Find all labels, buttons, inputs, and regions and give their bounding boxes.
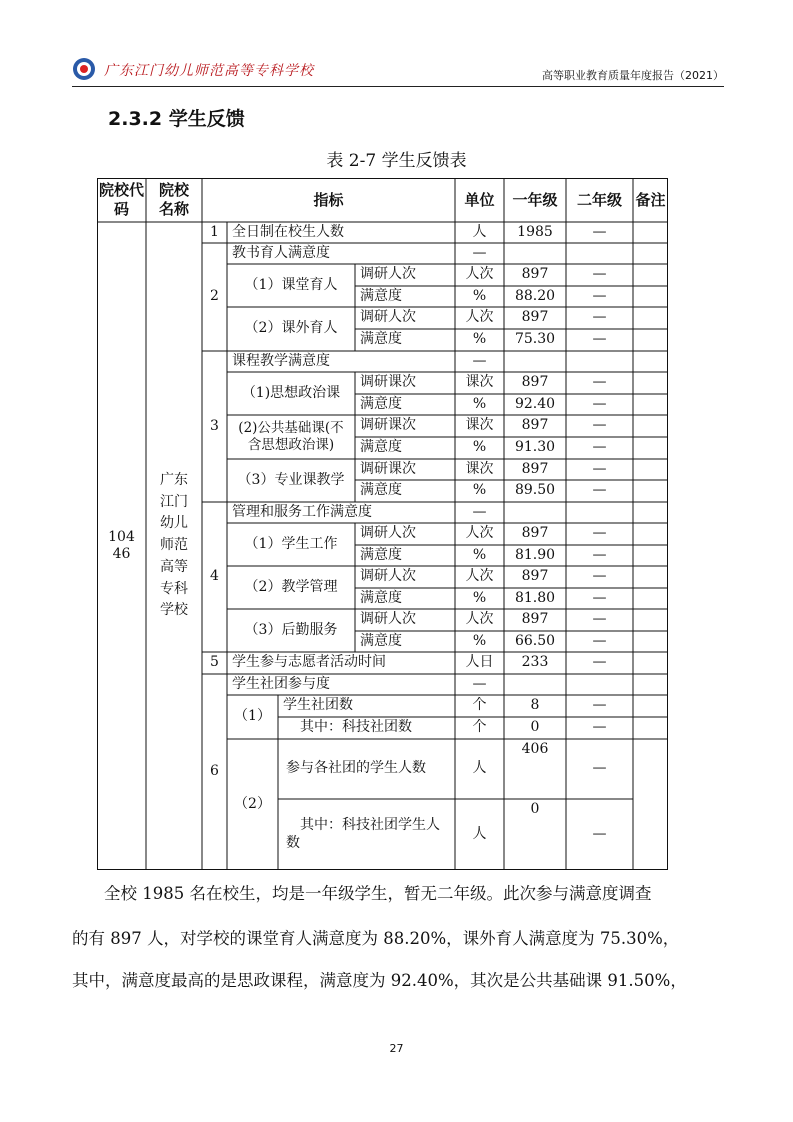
year1-value: 66.50 — [514, 632, 556, 649]
year2-dash: — — [592, 460, 607, 477]
count-label: 调研人次 — [360, 568, 416, 585]
sub-name: （1）课堂育人 — [244, 276, 338, 293]
sub-name: （1） — [234, 708, 271, 725]
year1-value: 89.50 — [514, 482, 556, 499]
unit-cell: % — [472, 546, 487, 563]
count-label: 调研课次 — [360, 460, 416, 477]
year1-value: 81.80 — [514, 589, 556, 606]
paragraph-line: 全校 1985 名在校生，均是一年级学生，暂无二年级。此次参与满意度调查 — [104, 884, 652, 903]
year1-value: 897 — [521, 374, 549, 391]
year2-dash: — — [592, 482, 607, 499]
year1-value: 1985 — [517, 223, 553, 240]
year2-dash: — — [592, 632, 607, 649]
unit-cell: % — [472, 589, 487, 606]
school-name-header: 广东江门幼儿师范高等专科学校 — [104, 63, 314, 79]
group-label: 课程教学满意度 — [232, 352, 330, 369]
count-label: 调研人次 — [360, 611, 416, 628]
year1-value: 0 — [530, 801, 540, 817]
year1-value: 897 — [521, 266, 549, 283]
year2-dash: — — [592, 439, 607, 456]
unit-cell: 人次 — [465, 568, 494, 585]
header-divider — [72, 86, 724, 87]
unit-dash: — — [472, 244, 487, 261]
page-header — [72, 52, 724, 86]
year2-dash: — — [592, 546, 607, 563]
sat-label: 满意度 — [360, 331, 402, 348]
unit-cell: 个 — [472, 697, 487, 714]
year2-dash: — — [592, 374, 607, 391]
header-year1: 一年级 — [512, 190, 558, 209]
count-label: 调研人次 — [360, 525, 416, 542]
year2-dash: — — [592, 697, 607, 714]
year2-dash: — — [592, 525, 607, 542]
unit-cell: 个 — [472, 719, 487, 736]
unit-cell: 课次 — [465, 417, 494, 434]
year1-value: 0 — [530, 719, 540, 736]
year1-value: 897 — [521, 568, 549, 585]
header-year2: 二年级 — [576, 190, 622, 209]
unit-dash: — — [472, 352, 487, 369]
year2-dash: — — [592, 719, 607, 736]
year2-dash: — — [592, 825, 607, 842]
club-count-label: 学生社团数 — [283, 697, 353, 714]
club-students-label: 参与各社团的学生人数 — [286, 760, 426, 777]
paragraph-line: 的有 897 人，对学校的课堂育人满意度为 88.20%，课外育人满意度为 75.30%， — [72, 929, 680, 948]
year2-dash: — — [592, 589, 607, 606]
year1-value: 92.40 — [514, 395, 556, 412]
school-name: 广东江门幼儿师范高等专科学校 — [160, 472, 188, 619]
sub-name: （3）专业课教学 — [237, 471, 345, 488]
header-code: 院校代码 — [98, 181, 144, 218]
unit-cell: 课次 — [465, 460, 494, 477]
unit-cell: % — [472, 632, 487, 649]
sat-label: 满意度 — [360, 482, 402, 499]
year2-dash: — — [592, 760, 607, 777]
year1-value: 897 — [521, 611, 549, 628]
sub-name: （1)思想政治课 — [241, 384, 341, 401]
sub-name: （1）学生工作 — [244, 535, 338, 552]
header-name: 院校名称 — [158, 181, 189, 218]
year2-dash: — — [592, 223, 607, 240]
tech-club-count-label: 其中：科技社团数 — [300, 719, 412, 736]
year1-value: 897 — [521, 460, 549, 477]
year2-dash: — — [592, 331, 607, 348]
group-label: 学生社团参与度 — [232, 675, 330, 692]
row-number: 3 — [210, 417, 219, 434]
year1-value: 897 — [521, 525, 549, 542]
sat-label: 满意度 — [360, 632, 402, 649]
unit-cell: % — [472, 482, 487, 499]
sat-label: 满意度 — [360, 439, 402, 456]
row-number: 1 — [210, 223, 219, 240]
count-label: 调研课次 — [360, 417, 416, 434]
year1-value: 81.90 — [514, 546, 556, 563]
year1-value: 75.30 — [514, 331, 556, 348]
year2-dash: — — [592, 309, 607, 326]
table-caption: 表 2-7 学生反馈表 — [326, 151, 467, 171]
year2-dash: — — [592, 266, 607, 283]
header-unit: 单位 — [464, 190, 495, 209]
unit-cell: 人次 — [465, 611, 494, 628]
header-indicator: 指标 — [313, 190, 344, 209]
sub-name: （2）课外育人 — [244, 320, 338, 337]
unit-cell: 人 — [472, 760, 487, 777]
count-label: 调研课次 — [360, 374, 416, 391]
section-title: 2.3.2 学生反馈 — [108, 108, 245, 130]
feedback-table — [97, 178, 668, 870]
report-title: 高等职业教育质量年度报告（2021） — [542, 69, 724, 82]
year1-value: 897 — [521, 309, 549, 326]
sat-label: 满意度 — [360, 546, 402, 563]
year2-dash: — — [592, 287, 607, 304]
school-code: 10446 — [108, 528, 135, 562]
unit-cell: % — [472, 395, 487, 412]
year2-dash: — — [592, 417, 607, 434]
unit-cell: 课次 — [465, 374, 494, 391]
year1-value: 406 — [521, 741, 549, 757]
page-number: 27 — [389, 1042, 404, 1055]
row-number: 6 — [210, 763, 219, 780]
year1-value: 88.20 — [514, 287, 556, 304]
indicator-label: 全日制在校生人数 — [232, 223, 344, 240]
unit-cell: 人日 — [465, 654, 494, 671]
year1-value: 233 — [521, 654, 549, 671]
year1-value: 91.30 — [514, 439, 556, 456]
group-label: 管理和服务工作满意度 — [232, 503, 372, 520]
indicator-label: 学生参与志愿者活动时间 — [232, 654, 386, 671]
unit-cell: 人 — [472, 223, 487, 240]
sub-name: (2)公共基础课(不含思想政治课) — [238, 420, 344, 453]
unit-cell: % — [472, 287, 487, 304]
unit-cell: 人次 — [465, 266, 494, 283]
sat-label: 满意度 — [360, 395, 402, 412]
header-note: 备注 — [635, 190, 666, 209]
sat-label: 满意度 — [360, 589, 402, 606]
unit-cell: % — [472, 331, 487, 348]
unit-cell: % — [472, 439, 487, 456]
year2-dash: — — [592, 395, 607, 412]
row-number: 4 — [210, 568, 219, 585]
year2-dash: — — [592, 568, 607, 585]
row-number: 2 — [210, 288, 219, 305]
school-logo-icon — [72, 57, 96, 81]
unit-cell: 人 — [472, 825, 487, 842]
group-label: 教书育人满意度 — [232, 244, 330, 261]
row-number: 5 — [210, 654, 219, 671]
sat-label: 满意度 — [360, 287, 402, 304]
count-label: 调研人次 — [360, 309, 416, 326]
year2-dash: — — [592, 611, 607, 628]
year1-value: 8 — [530, 697, 540, 714]
tech-club-students-label: 其中：科技社团学生人数 — [286, 817, 440, 851]
count-label: 调研人次 — [360, 266, 416, 283]
sub-name: （2） — [234, 795, 271, 812]
paragraph-line: 其中，满意度最高的是思政课程，满意度为 92.40%，其次是公共基础课 91.50%， — [72, 971, 687, 990]
unit-cell: 人次 — [465, 309, 494, 326]
sub-name: （3）后勤服务 — [244, 621, 338, 638]
sub-name: （2）教学管理 — [244, 578, 338, 595]
unit-dash: — — [472, 503, 487, 520]
year1-value: 897 — [521, 417, 549, 434]
year2-dash: — — [592, 654, 607, 671]
unit-cell: 人次 — [465, 525, 494, 542]
unit-dash: — — [472, 675, 487, 692]
